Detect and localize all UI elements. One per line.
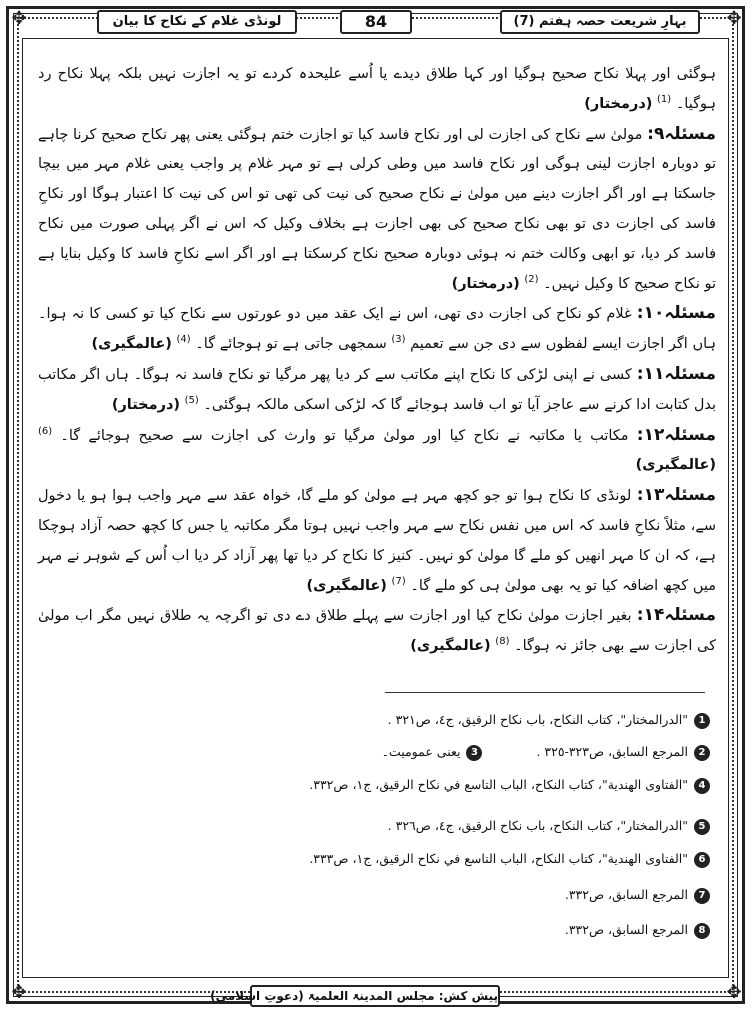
masala-13 [38, 481, 716, 601]
footnote-ref: (7) [391, 575, 406, 587]
page-number: 84 [340, 10, 412, 34]
footnote-number: 5 [694, 819, 710, 835]
footnote-ref: (8) [495, 636, 510, 648]
corner-ornament-icon: ✥ [726, 982, 742, 1003]
source-ref: (عالمگیری) [91, 336, 172, 353]
footnote-text: "الفتاوى الهندية"، كتاب النكاح، الباب التاسع في نكاح الرقيق، ج١، ص٣٣٢. [309, 777, 688, 792]
footnote-text: "الدرالمختار"، كتاب النكاح، باب نكاح الرقيق، ج٤، ص٣٢١ . [387, 712, 688, 727]
footnote-text: المرجع السابق، ص٣٢٣-٣٢٥ . [536, 744, 688, 759]
paragraph-text: بغیر اجازت مولیٰ نکاح کیا اور اجازت سے پہلے طلاق دے دی تو اگرچہ یہ طلاق نہیں مگر اب مولیٰ کی اجازت سے بھی جائز نہ ہوگا۔ [38, 608, 716, 655]
masala-label: مسئلہ۱۳: [636, 485, 716, 506]
footnote-item [50, 817, 710, 835]
paragraph-intro [38, 60, 716, 120]
source-ref: (عالمگیری) [306, 577, 387, 594]
source-ref: (درمختار) [584, 95, 653, 112]
masala-label: مسئلہ۱۱: [636, 363, 717, 384]
masala-11 [38, 360, 716, 421]
footnote-item [382, 743, 483, 761]
paragraph-text: کسی نے اپنی لڑکی کا نکاح اپنے مکاتب سے کر دیا پھر مرگیا تو نکاح فاسد نہ ہوگا۔ ہاں اگر مکاتب بدل کتابت ادا کرنے سے عاجز آیا تو اب فاسد ہوجائے گا کہ لڑکی اسکی مالکہ ہوگئی۔ [38, 366, 716, 413]
paragraph-text: غلام کو نکاح کی اجازت دی تھی، اس نے ایک عقد میں دو عورتوں سے نکاح کیا تو کسی کا نہ ہوا۔ ہاں اگر اجازت ایسے لفظوں سے دی جن سے تعمیم [38, 306, 716, 353]
paragraph-text: مولیٰ سے نکاح کی اجازت لی اور نکاح فاسد کیا تو اجازت ختم ہوگئی یعنی پھر نکاح صحیح کرنا چاہے تو دوبارہ اجازت لینی ہوگی اور نکاح فاسد میں وطی کرلی ہے تو مہر غلام پر واجب یعنی غلام مہر میں بیچا جاسکتا ہے اور اگر اجازت دینے میں مولیٰ نے نکاح صحیح کی نیت کی تھی تو اس کی نیت کا اعتبار ہوگا اور نکاحِ فاسد کی اجازت دی تو بھی نکاح صحیح کی بھی اجازت ہے بخلاف وکیل کہ اس نے اگر پہلی صورت میں نکاح فاسد کر دیا، تو ابھی وکالت ختم نہ ہوئی دوبارہ صحیح نکاح کرسکتا ہے اور اگر اسے نکاحِ فاسد کا وکیل بنایا ہے تو نکاح صحیح کا وکیل نہیں۔ [38, 126, 716, 292]
masala-12 [38, 421, 716, 482]
footnote-number: 4 [694, 778, 710, 794]
footnote-number: 3 [466, 745, 482, 761]
book-title: بہارِ شریعت حصہ ہفتم (7) [500, 10, 700, 34]
footnote-ref: (4) [176, 334, 191, 346]
footnote-text: المرجع السابق، ص٣٣٢. [564, 887, 688, 902]
footnote-ref: (3) [391, 334, 406, 346]
masala-label: مسئلہ۱۴: [636, 605, 716, 626]
footnote-item [50, 921, 710, 939]
footnote-text: "الدرالمختار"، كتاب النكاح، باب نكاح الرقيق، ج٤، ص٣٢٦ . [387, 818, 688, 833]
paragraph-text: لونڈی کا نکاح ہوا تو جو کچھ مہر ہے مولیٰ کو ملے گا، خواہ عقد سے مہر واجب ہوا ہو یا دخول سے، مثلاً نکاحِ فاسد کہ اس میں نفس نکاح سے مہر واجب نہیں ہوتا مگر مکاتبہ یا جس کا کچھ حصہ آزاد ہوچکا ہے، کہ ان کا مہر انھیں کو ملے گا مولیٰ کو نہیں۔ کنیز کا نکاح کر دیا تھا پھر آزاد کر دیا اب اُس کے شوہر نے مہر میں کچھ اضافہ کیا تو یہ بھی مولیٰ ہی کو ملے گا۔ [38, 488, 716, 594]
main-text [38, 60, 716, 662]
paragraph-text: مکاتب یا مکاتبہ نے نکاح کیا اور مولیٰ مرگیا تو وارث کی اجازت سے صحیح ہوجائے گا۔ [60, 427, 629, 444]
source-ref: (عالمگیری) [410, 638, 491, 655]
footnote-ref: (2) [524, 273, 539, 285]
corner-ornament-icon: ✥ [726, 8, 742, 29]
paragraph-text: سمجھی جاتی ہے تو ہوجائے گا۔ [195, 336, 387, 353]
paragraph-text: ہوگئی اور پہلا نکاح صحیح ہوگیا اور کہا طلاق دیدے یا اُسے علیحدہ کردے تو یہ اجازت نہیں بلکہ پہلا نکاح رد ہوگیا۔ [38, 66, 716, 112]
footnote-number: 1 [694, 713, 710, 729]
footnote-text: المرجع السابق، ص٣٣٢. [564, 922, 688, 937]
publisher-label: پیش کش: مجلس المدینۃ العلمیۃ (دعوتِ اسلامی) [250, 985, 500, 1007]
footnote-item [50, 743, 710, 761]
source-ref: (درمختار) [111, 396, 181, 413]
corner-ornament-icon: ✥ [11, 8, 27, 29]
corner-ornament-icon: ✥ [11, 982, 27, 1003]
masala-label: مسئلہ۱۰: [636, 303, 717, 324]
footnote-item [50, 850, 710, 868]
footnote-item [50, 776, 710, 794]
masala-10 [38, 299, 716, 360]
footnote-separator [385, 692, 705, 693]
source-ref: (درمختار) [451, 275, 520, 292]
page-header [22, 10, 729, 36]
footnote-text: يعنى عموميت۔ [381, 744, 461, 759]
footnote-number: 7 [694, 888, 710, 904]
footnote-item [50, 886, 710, 904]
chapter-title: لونڈی غلام کے نکاح کا بیان [97, 10, 297, 34]
masala-14 [38, 601, 716, 662]
source-ref: (عالمگیری) [635, 457, 716, 474]
footnote-number: 2 [694, 745, 710, 761]
footnote-ref: (5) [184, 394, 199, 406]
footnote-text: "الفتاوى الهندية"، كتاب النكاح، الباب التاسع في نكاح الرقيق، ج١، ص٣٣٣. [309, 851, 688, 866]
footnote-item [50, 711, 710, 729]
footnote-ref: (1) [657, 93, 672, 105]
footnote-number: 6 [694, 852, 710, 868]
masala-9 [38, 120, 716, 300]
footnote-number: 8 [694, 923, 710, 939]
masala-label: مسئلہ۱۲: [636, 424, 717, 445]
footnote-ref: (6) [38, 425, 53, 437]
masala-label: مسئلہ۹: [647, 123, 717, 144]
